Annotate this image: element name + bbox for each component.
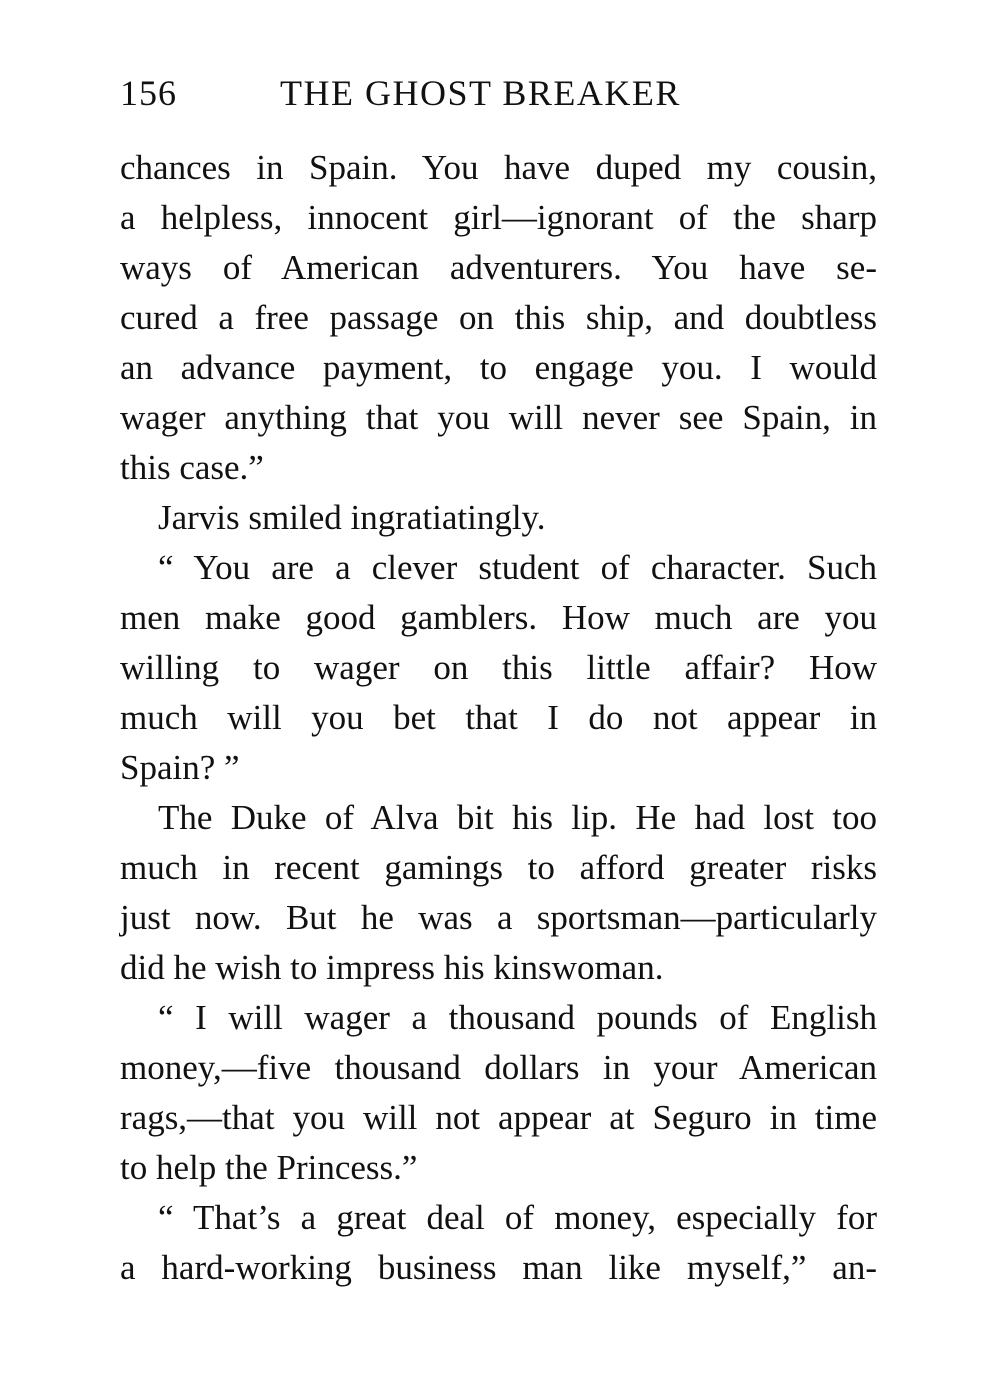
text-line: money,—five thousand dollars in your American: [120, 1048, 877, 1087]
text-line: did he wish to impress his kinswoman.: [120, 948, 664, 987]
page-number: 156: [120, 73, 177, 113]
text-line: ways of American adventurers. You have se-: [120, 248, 877, 287]
text-line: “ You are a clever student of character. Such: [158, 548, 877, 587]
text-line: chances in Spain. You have duped my cousin,: [120, 148, 877, 187]
text-line: a helpless, innocent girl—ignorant of the sharp: [120, 198, 877, 237]
text-line: to help the Princess.”: [120, 1148, 418, 1187]
text-line: cured a free passage on this ship, and doubtless: [120, 298, 877, 337]
page-header: [120, 72, 880, 122]
running-title: THE GHOST BREAKER: [280, 73, 681, 113]
text-line: much will you bet that I do not appear in: [120, 698, 877, 737]
text-line: just now. But he was a sportsman—particularly: [120, 898, 877, 937]
text-line: this case.”: [120, 448, 264, 487]
text-line: an advance payment, to engage you. I would: [120, 348, 877, 387]
text-line: a hard-working business man like myself,” an-: [120, 1248, 877, 1287]
body-text: [120, 143, 877, 1293]
text-line: “ I will wager a thousand pounds of English: [158, 998, 877, 1037]
text-line: men make good gamblers. How much are you: [120, 598, 877, 637]
text-line: “ That’s a great deal of money, especially for: [158, 1198, 877, 1237]
text-line: much in recent gamings to afford greater risks: [120, 848, 877, 887]
text-line: Jarvis smiled ingratiatingly.: [158, 498, 546, 537]
text-line: wager anything that you will never see Spain, in: [120, 398, 877, 437]
text-line: willing to wager on this little affair? How: [120, 648, 877, 687]
text-line: The Duke of Alva bit his lip. He had lost too: [158, 798, 877, 837]
text-line: Spain? ”: [120, 748, 240, 787]
text-line: rags,—that you will not appear at Seguro in time: [120, 1098, 877, 1137]
